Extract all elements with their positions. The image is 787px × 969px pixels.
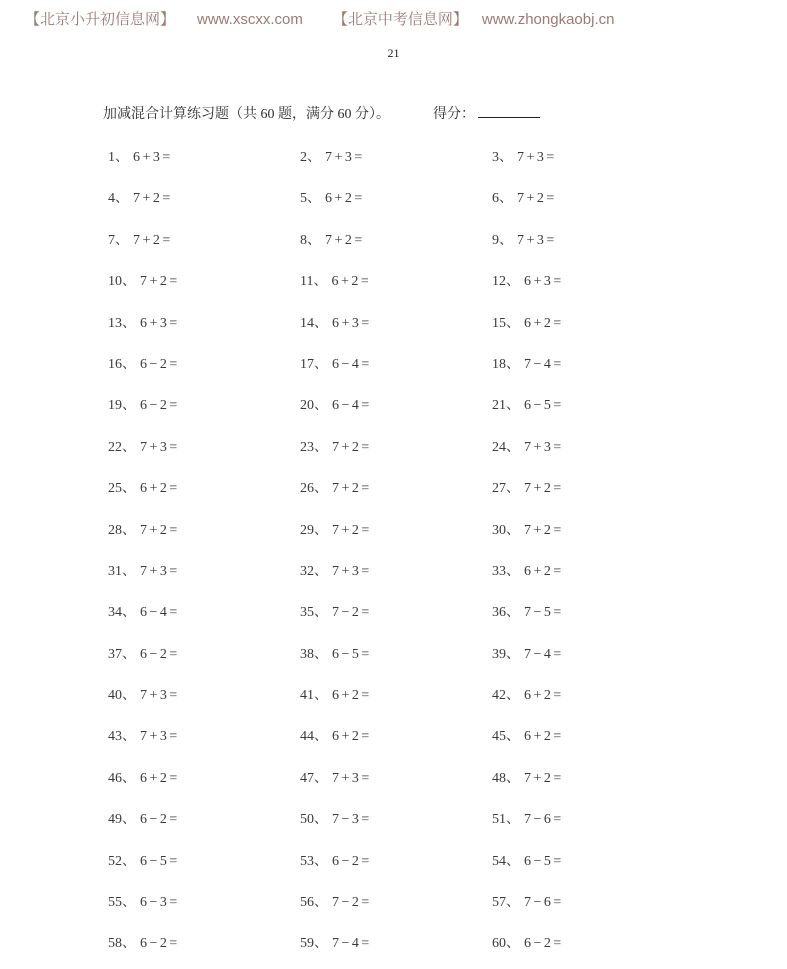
problem-item [108, 224, 300, 265]
problem-number: 28、 [108, 522, 136, 538]
problem-number: 22、 [108, 439, 136, 455]
problem-item [492, 555, 684, 596]
problem-expression: 7+3= [325, 150, 365, 165]
problem-item [300, 348, 492, 389]
problem-expression: 7−4= [524, 646, 564, 662]
problem-expression: 6−5= [140, 853, 180, 869]
problem-item [492, 141, 684, 182]
site2-url: www.zhongkaobj.cn [481, 11, 615, 28]
problem-expression: 6+2= [524, 315, 564, 331]
problem-expression: 6−5= [524, 398, 564, 414]
problem-number: 49、 [108, 812, 136, 828]
problem-item [492, 845, 684, 886]
problem-item [108, 555, 300, 596]
problem-number: 15、 [492, 315, 520, 331]
problem-item [108, 514, 300, 555]
problem-expression: 7+2= [133, 232, 173, 248]
problem-expression: 6+2= [332, 688, 372, 704]
problem-number: 50、 [300, 812, 328, 828]
problem-item [300, 182, 492, 223]
problem-number: 17、 [300, 356, 328, 372]
problem-item [300, 431, 492, 472]
problem-number: 58、 [108, 936, 136, 952]
problem-number: 25、 [108, 481, 136, 497]
problem-item [300, 224, 492, 265]
problem-expression: 6+2= [140, 481, 180, 497]
problem-expression: 6+3= [133, 150, 173, 165]
problem-expression: 7−3= [332, 812, 372, 828]
problem-expression: 6−3= [140, 895, 180, 911]
problem-item [492, 679, 684, 720]
problem-expression: 7−6= [524, 895, 564, 911]
problem-number: 8、 [300, 232, 321, 248]
problem-item [492, 307, 684, 348]
problem-number: 55、 [108, 895, 136, 911]
problem-expression: 6−4= [332, 398, 372, 414]
problem-item [300, 845, 492, 886]
problem-item [108, 389, 300, 430]
problem-expression: 7+2= [332, 522, 372, 538]
problem-expression: 6+2= [331, 274, 372, 290]
problem-item [108, 596, 300, 637]
problem-expression: 7−6= [524, 812, 564, 828]
score-label: 得分： [433, 107, 475, 122]
problem-expression: 7+2= [517, 191, 557, 207]
score-section [433, 103, 540, 123]
problem-expression: 6+3= [140, 315, 180, 331]
problem-number: 12、 [492, 274, 520, 290]
problem-expression: 6−2= [140, 936, 180, 952]
problem-number: 24、 [492, 439, 520, 455]
problem-item [492, 431, 684, 472]
problem-item [300, 472, 492, 513]
problem-number: 13、 [108, 315, 136, 331]
problem-item [300, 514, 492, 555]
problems-grid [108, 141, 708, 969]
problem-item [492, 762, 684, 803]
problem-number: 46、 [108, 770, 136, 786]
problem-expression: 7−2= [332, 605, 372, 621]
problem-expression: 7+3= [140, 688, 180, 704]
problem-item [108, 638, 300, 679]
problem-expression: 6+2= [140, 770, 180, 786]
problem-expression: 7+2= [332, 439, 372, 455]
problem-item [492, 596, 684, 637]
problem-expression: 6+2= [325, 191, 365, 207]
problem-number: 48、 [492, 770, 520, 786]
problem-number: 53、 [300, 853, 328, 869]
problem-expression: 6−2= [332, 853, 372, 869]
problem-number: 43、 [108, 729, 136, 745]
problem-expression: 6−2= [140, 812, 180, 828]
problem-expression: 7+2= [140, 274, 180, 290]
problem-expression: 7+3= [517, 232, 557, 248]
problem-item [492, 348, 684, 389]
problem-expression: 6−5= [524, 853, 564, 869]
problem-item [492, 224, 684, 265]
problem-item [492, 265, 684, 306]
problem-expression: 6−2= [140, 398, 180, 414]
problem-item [300, 141, 492, 182]
problem-number: 36、 [492, 605, 520, 621]
problem-number: 52、 [108, 853, 136, 869]
problem-expression: 7+3= [140, 729, 180, 745]
problem-expression: 6−4= [140, 605, 180, 621]
problem-expression: 6+3= [332, 315, 372, 331]
problem-number: 23、 [300, 439, 328, 455]
problem-item [108, 431, 300, 472]
problem-number: 16、 [108, 356, 136, 372]
problem-expression: 6−2= [140, 356, 180, 372]
problem-item [108, 762, 300, 803]
problem-expression: 7+3= [524, 439, 564, 455]
problem-item [108, 307, 300, 348]
problem-expression: 7+2= [524, 481, 564, 497]
problem-number: 51、 [492, 812, 520, 828]
problem-number: 1、 [108, 150, 129, 165]
problem-number: 38、 [300, 646, 328, 662]
problem-expression: 6−5= [332, 646, 372, 662]
problem-expression: 7+3= [140, 563, 180, 579]
site1-name: 【北京小升初信息网】 [25, 11, 176, 28]
problem-number: 20、 [300, 398, 328, 414]
problem-expression: 6+2= [524, 688, 564, 704]
problem-item [300, 265, 492, 306]
problem-item [108, 182, 300, 223]
problem-item [108, 141, 300, 182]
problem-number: 44、 [300, 729, 328, 745]
problem-number: 39、 [492, 646, 520, 662]
problem-expression: 7+2= [133, 191, 173, 207]
problem-item [492, 720, 684, 761]
problem-expression: 7−2= [332, 895, 372, 911]
problem-number: 45、 [492, 729, 520, 745]
problem-item [108, 845, 300, 886]
problem-expression: 7−4= [524, 356, 564, 372]
problem-item [108, 803, 300, 844]
problem-number: 18、 [492, 356, 520, 372]
problem-expression: 7+3= [140, 439, 180, 455]
problem-number: 56、 [300, 895, 328, 911]
problem-expression: 7−4= [332, 936, 372, 952]
problem-expression: 6−2= [524, 936, 564, 952]
problem-expression: 7−5= [524, 605, 564, 621]
problem-item [300, 679, 492, 720]
problem-item [492, 472, 684, 513]
problem-number: 10、 [108, 274, 136, 290]
problem-number: 3、 [492, 150, 513, 165]
problem-item [108, 679, 300, 720]
problem-number: 42、 [492, 688, 520, 704]
problem-number: 4、 [108, 191, 129, 207]
problem-expression: 7+2= [524, 522, 564, 538]
page-number: 21 [387, 46, 400, 60]
problem-item [108, 472, 300, 513]
worksheet-title: 加减混合计算练习题（共 60 题，满分 60 分）。 [103, 107, 390, 122]
problem-item [492, 638, 684, 679]
problem-item [300, 307, 492, 348]
problem-item [108, 720, 300, 761]
problem-expression: 7+2= [325, 232, 365, 248]
problem-item [108, 348, 300, 389]
problem-number: 5、 [300, 191, 321, 207]
problem-expression: 7+2= [140, 522, 180, 538]
problem-expression: 7+2= [332, 481, 372, 497]
problem-item [300, 555, 492, 596]
problem-number: 21、 [492, 398, 520, 414]
problem-item [300, 389, 492, 430]
problem-item [300, 927, 492, 968]
problem-number: 34、 [108, 605, 136, 621]
problem-expression: 6−4= [332, 356, 372, 372]
problem-number: 35、 [300, 605, 328, 621]
problem-number: 29、 [300, 522, 328, 538]
problem-number: 14、 [300, 315, 328, 331]
problem-item [492, 182, 684, 223]
problem-number: 31、 [108, 563, 136, 579]
problem-expression: 6−2= [140, 646, 180, 662]
problem-number: 27、 [492, 481, 520, 497]
problem-item [300, 886, 492, 927]
problem-number: 37、 [108, 646, 136, 662]
problem-number: 32、 [300, 563, 328, 579]
problem-item [492, 514, 684, 555]
problem-number: 26、 [300, 481, 328, 497]
problem-item [492, 886, 684, 927]
problem-expression: 7+3= [517, 150, 557, 165]
problem-number: 40、 [108, 688, 136, 704]
problem-expression: 6+2= [332, 729, 372, 745]
problem-number: 30、 [492, 522, 520, 538]
problem-number: 9、 [492, 232, 513, 248]
problem-number: 7、 [108, 232, 129, 248]
problem-item [300, 596, 492, 637]
problem-item [108, 927, 300, 968]
site2-name: 【北京中考信息网】 [332, 11, 468, 28]
problem-expression: 7+3= [332, 563, 372, 579]
problem-item [492, 389, 684, 430]
problem-number: 6、 [492, 191, 513, 207]
problem-expression: 7+2= [524, 770, 564, 786]
problem-item [108, 265, 300, 306]
problem-number: 33、 [492, 563, 520, 579]
site-header [25, 8, 614, 29]
score-blank-line [478, 103, 540, 118]
problem-item [300, 803, 492, 844]
problem-item [492, 927, 684, 968]
problem-number: 19、 [108, 398, 136, 414]
problem-expression: 6+2= [524, 563, 564, 579]
problem-item [108, 886, 300, 927]
problem-number: 2、 [300, 150, 321, 165]
problem-number: 60、 [492, 936, 520, 952]
problem-number: 47、 [300, 770, 328, 786]
problem-item [300, 762, 492, 803]
problem-expression: 6+2= [524, 729, 564, 745]
problem-expression: 6+3= [524, 274, 564, 290]
problem-number: 57、 [492, 895, 520, 911]
problem-expression: 7+3= [332, 770, 372, 786]
problem-number: 54、 [492, 853, 520, 869]
site1-url: www.xscxx.com [197, 11, 303, 28]
problem-item [492, 803, 684, 844]
problem-item [300, 638, 492, 679]
problem-number: 59、 [300, 936, 328, 952]
problem-item [300, 720, 492, 761]
problem-number: 41、 [300, 688, 328, 704]
problem-number: 11、 [300, 274, 328, 290]
